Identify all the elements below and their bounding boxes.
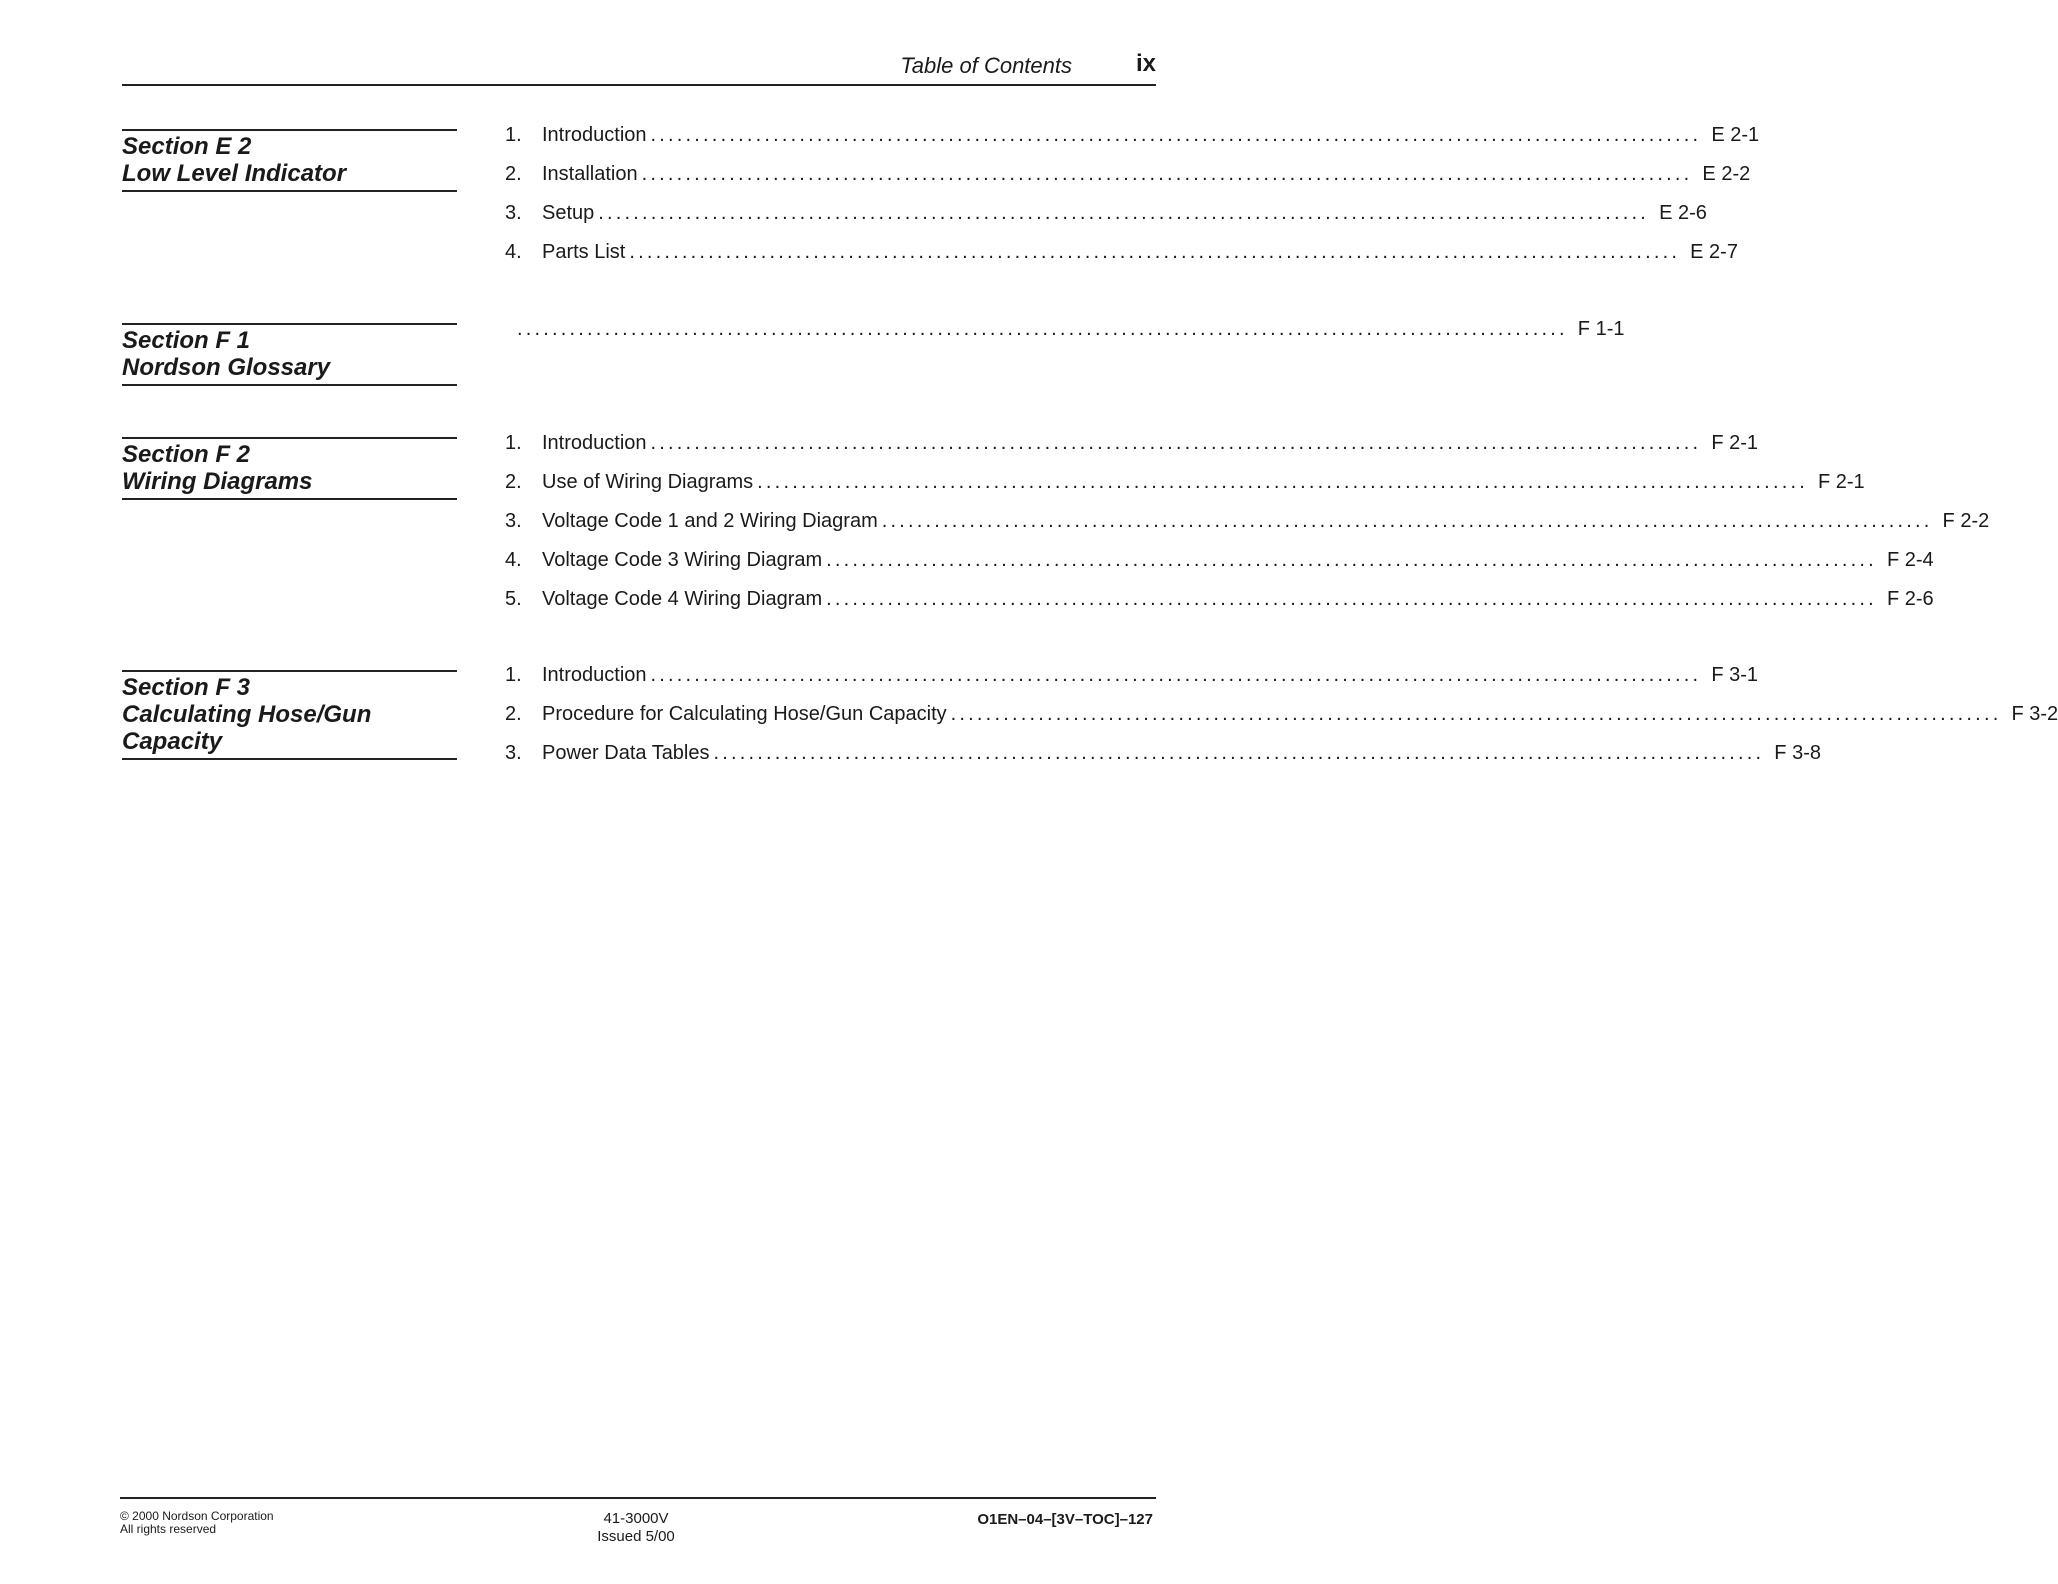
entry-number: 1.	[505, 664, 522, 686]
section-label: Section F 3	[122, 674, 251, 701]
section-title: Calculating Hose/Gun	[122, 701, 372, 728]
entry-number: 3.	[505, 742, 522, 764]
footer-doc-block	[596, 1510, 676, 1546]
issue-date: Issued 5/00	[597, 1528, 675, 1545]
footer-code: O1EN–04–[3V–TOC]–127	[977, 1511, 1153, 1528]
doc-number: 41-3000V	[603, 1510, 669, 1527]
page-footer	[120, 1497, 1156, 1545]
section-label: Section F 2	[122, 441, 251, 468]
dot-leader: ........................................................................................................................	[826, 588, 1877, 610]
entry-page: F 2-1	[1817, 471, 1865, 493]
toc-entry[interactable]	[505, 664, 1758, 703]
entry-page: F 3-8	[1774, 742, 1821, 764]
toc-entries	[505, 124, 1760, 280]
entry-page: E 2-7	[1690, 241, 1738, 263]
entry-page: E 2-2	[1702, 163, 1751, 185]
entry-number: 4.	[505, 549, 522, 571]
entry-page: E 2-1	[1711, 124, 1760, 146]
entry-title: Use of Wiring Diagrams	[542, 471, 754, 493]
toc-entry[interactable]	[505, 742, 1821, 781]
dot-leader: ........................................................................................................................	[713, 742, 1765, 764]
toc-entry[interactable]	[505, 703, 2058, 742]
entry-page: E 2-6	[1659, 202, 1707, 224]
entry-title: Power Data Tables	[542, 742, 710, 764]
entry-number: 1.	[505, 124, 522, 146]
dot-leader: ........................................................................................................................	[629, 241, 1681, 263]
entry-number: 2.	[505, 471, 522, 493]
entry-page: F 3-1	[1711, 664, 1758, 686]
entry-number: 1.	[505, 432, 522, 454]
dot-leader: ........................................................................................................................	[517, 318, 1568, 340]
section-heading	[122, 437, 457, 500]
footer-copyright-block	[120, 1510, 274, 1536]
entry-title: Introduction	[542, 124, 647, 146]
entry-page: F 2-1	[1711, 432, 1758, 454]
entry-number: 3.	[505, 510, 522, 532]
dot-leader: ........................................................................................................................	[881, 510, 1933, 532]
toc-entries	[505, 318, 1625, 357]
copyright-text: © 2000 Nordson Corporation	[120, 1509, 274, 1523]
entry-page: F 2-6	[1886, 588, 1934, 610]
toc-entries	[505, 432, 1990, 627]
toc-entry[interactable]	[505, 588, 1934, 627]
section-title: Nordson Glossary	[122, 354, 331, 381]
toc-entry[interactable]	[505, 432, 1758, 471]
entry-title: Introduction	[542, 432, 647, 454]
section-label: Section F 1	[122, 327, 251, 354]
section-title: Wiring Diagrams	[122, 468, 313, 495]
dot-leader: ........................................................................................................................	[650, 124, 1702, 146]
toc-entry[interactable]	[505, 510, 1990, 549]
entry-number: 5.	[505, 588, 522, 610]
dot-leader: ........................................................................................................................	[757, 471, 1808, 493]
entry-page: F 2-2	[1942, 510, 1990, 532]
entry-title: Voltage Code 1 and 2 Wiring Diagram	[542, 510, 878, 532]
entry-title: Voltage Code 3 Wiring Diagram	[542, 549, 823, 571]
page-number: ix	[1135, 50, 1156, 77]
section-heading	[122, 129, 457, 192]
entry-page: F 1-1	[1577, 318, 1625, 340]
toc-entry[interactable]	[505, 471, 1865, 510]
section-heading	[122, 323, 457, 386]
toc-entry[interactable]	[505, 202, 1707, 241]
entry-title: Parts List	[542, 241, 626, 263]
entry-title: Installation	[542, 163, 638, 185]
dot-leader: ........................................................................................................................	[826, 549, 1877, 571]
entry-number: 2.	[505, 703, 522, 725]
entry-title: Procedure for Calculating Hose/Gun Capacity	[542, 703, 947, 725]
entry-title: Voltage Code 4 Wiring Diagram	[542, 588, 823, 610]
section-label: Section E 2	[122, 133, 252, 160]
entry-number: 2.	[505, 163, 522, 185]
dot-leader: ........................................................................................................................	[641, 163, 1693, 185]
toc-entry[interactable]	[505, 549, 1934, 588]
toc-entry[interactable]	[505, 318, 1625, 357]
entry-number: 3.	[505, 202, 522, 224]
section-heading	[122, 670, 457, 760]
entry-page: F 3-2	[2011, 703, 2058, 725]
entry-title: Introduction	[542, 664, 647, 686]
toc-entry[interactable]	[505, 124, 1760, 163]
entry-number: 4.	[505, 241, 522, 263]
header-title: Table of Contents	[900, 53, 1072, 78]
dot-leader: ........................................................................................................................	[650, 432, 1702, 454]
toc-entries	[505, 664, 2058, 781]
toc-entry[interactable]	[505, 241, 1738, 280]
page-header	[122, 50, 1156, 86]
toc-entry[interactable]	[505, 163, 1751, 202]
dot-leader: ........................................................................................................................	[650, 664, 1702, 686]
dot-leader: ........................................................................................................................	[950, 703, 2002, 725]
dot-leader: ........................................................................................................................	[598, 202, 1650, 224]
section-title-cont: Capacity	[122, 728, 223, 755]
section-title: Low Level Indicator	[122, 160, 347, 187]
rights-text: All rights reserved	[120, 1522, 217, 1536]
entry-page: F 2-4	[1886, 549, 1934, 571]
entry-title: Setup	[542, 202, 595, 224]
